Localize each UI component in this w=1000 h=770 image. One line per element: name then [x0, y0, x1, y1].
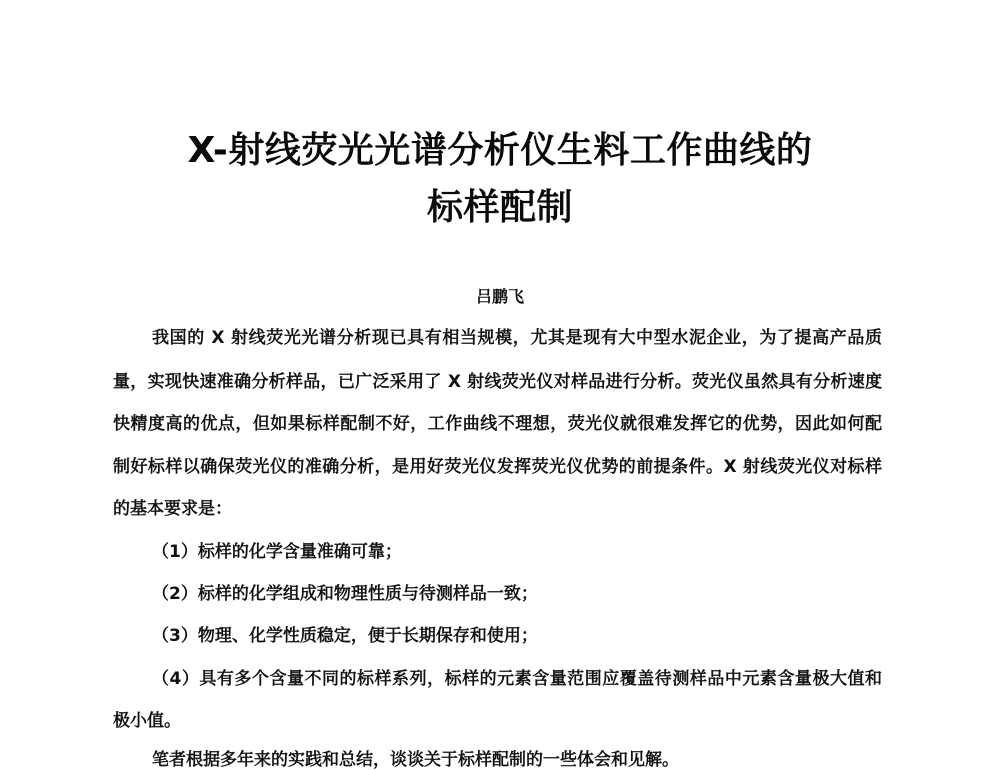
requirement-item-3: （3）物理、化学性质稳定，便于长期保存和使用； [152, 626, 538, 646]
author-name: 吕鹏飞 [475, 287, 524, 306]
paragraph-1-line-5: 的基本要求是： [113, 499, 232, 519]
requirement-item-4: （4）具有多个含量不同的标样系列，标样的元素含量范围应覆盖待测样品中元素含量极大值和 [152, 669, 882, 689]
requirement-item-4-continued: 极小值。 [113, 711, 181, 731]
paragraph-1-line-1: 我国的 X 射线荧光光谱分析现已具有相当规模，尤其是现有大中型水泥企业，为了提高产品质 [152, 328, 882, 348]
paragraph-1-line-3: 快精度高的优点，但如果标样配制不好，工作曲线不理想，荧光仪就很难发挥它的优势，因此如何配 [113, 414, 882, 434]
requirement-item-2: （2）标样的化学组成和物理性质与待测样品一致； [152, 584, 538, 604]
document-title-line-2: 标样配制 [426, 187, 573, 228]
paragraph-1-line-4: 制好标样以确保荧光仪的准确分析，是用好荧光仪发挥荧光仪优势的前提条件。X 射线荧光仪对标样 [113, 457, 882, 477]
paragraph-1-line-2: 量，实现快速准确分析样品，已广泛采用了 X 射线荧光仪对样品进行分析。荧光仪虽然具有分析速度 [113, 372, 882, 392]
requirement-item-1: （1）标样的化学含量准确可靠； [152, 542, 402, 562]
document-title-line-1: X-射线荧光光谱分析仪生料工作曲线的 [187, 130, 813, 171]
paragraph-2-line-1: 笔者根据多年来的实践和总结，谈谈关于标样配制的一些体会和见解。 [152, 750, 679, 770]
